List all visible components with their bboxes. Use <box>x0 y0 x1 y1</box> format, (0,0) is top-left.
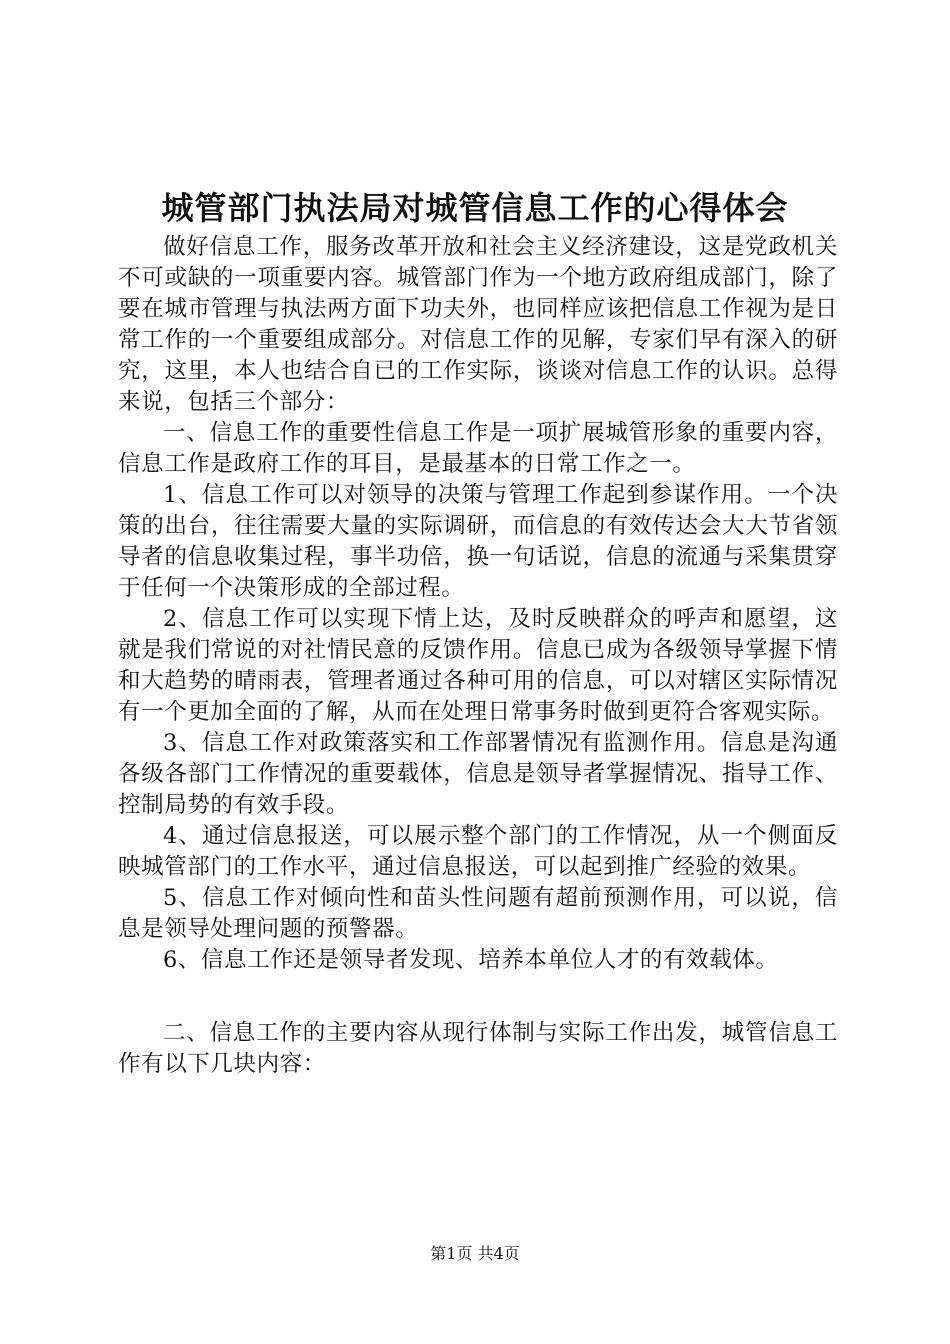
paragraph-point-5: 5、信息工作对倾向性和苗头性问题有超前预测作用，可以说，信息是领导处理问题的预警器。 <box>118 885 838 942</box>
document-body <box>118 232 838 1080</box>
paragraph-intro: 做好信息工作，服务改革开放和社会主义经济建设，这是党政机关不可或缺的一项重要内容。城管部门作为一个地方政府组成部门，除了要在城市管理与执法两方面下功夫外，也同样应该把信息工作视为是日常工作的一个重要组成部分。对信息工作的见解，专家们早有深入的研究，这里，本人也结合自已的工作实际，谈谈对信息工作的认识。总得来说，包括三个部分： <box>118 234 838 415</box>
paragraph-section-1-heading: 一、信息工作的重要性信息工作是一项扩展城管形象的重要内容，信息工作是政府工作的耳目，是最基本的日常工作之一。 <box>118 420 838 477</box>
paragraph-section-2-heading: 二、信息工作的主要内容从现行体制与实际工作出发，城管信息工作有以下几块内容： <box>118 1020 838 1077</box>
page-footer: 第1页 共4页 <box>430 1244 520 1263</box>
paragraph-spacer <box>118 976 838 1018</box>
paragraph-point-3: 3、信息工作对政策落实和工作部署情况有监测作用。信息是沟通各级各部门工作情况的重要载体，信息是领导者掌握情况、指导工作、控制局势的有效手段。 <box>118 730 838 818</box>
paragraph-point-1: 1、信息工作可以对领导的决策与管理工作起到参谋作用。一个决策的出台，往往需要大量的实际调研，而信息的有效传达会大大节省领导者的信息收集过程，事半功倍，换一句话说，信息的流通与采集贯穿于任何一个决策形成的全部过程。 <box>118 482 838 601</box>
paragraph-point-2: 2、信息工作可以实现下情上达，及时反映群众的呼声和愿望，这就是我们常说的对社情民意的反馈作用。信息已成为各级领导掌握下情和大趋势的晴雨表，管理者通过各种可用的信息，可以对辖区实际情况有一个更加全面的了解，从而在处理日常事务时做到更符合客观实际。 <box>118 606 838 725</box>
paragraph-point-6: 6、信息工作还是领导者发现、培养本单位人才的有效载体。 <box>163 947 779 973</box>
document-title: 城管部门执法局对城管信息工作的心得体会 <box>161 189 789 227</box>
paragraph-point-4: 4、通过信息报送，可以展示整个部门的工作情况，从一个侧面反映城管部门的工作水平，通过信息报送，可以起到推广经验的效果。 <box>118 823 838 880</box>
